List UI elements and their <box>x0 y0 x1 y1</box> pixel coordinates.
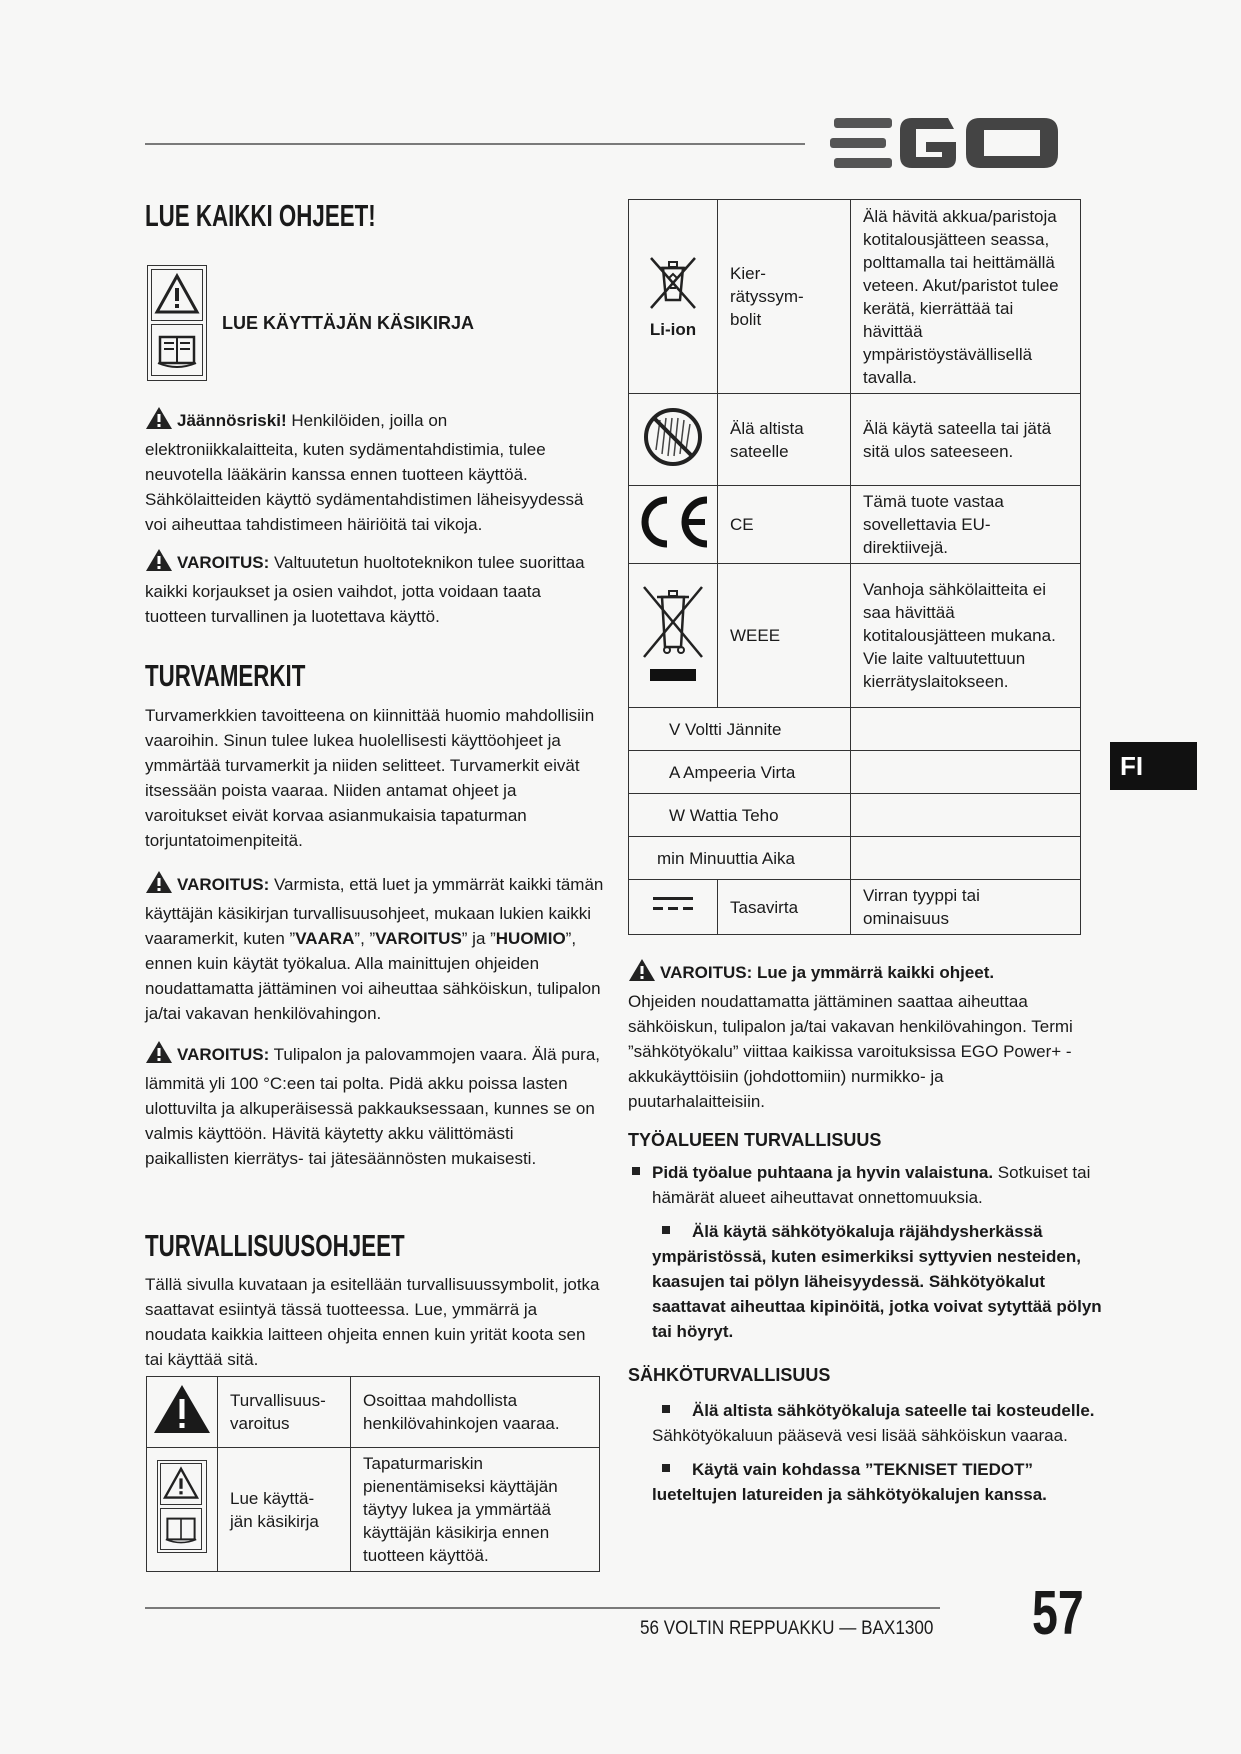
residual-risk-label: Jäännösriski! <box>177 411 287 430</box>
footer-rule <box>145 1607 940 1609</box>
table-row <box>629 708 1081 751</box>
warning-label: VAROITUS: <box>177 553 270 572</box>
table-icon-cell <box>629 394 718 486</box>
warning-triangle-icon <box>628 958 656 989</box>
general-warning <box>628 958 1078 1114</box>
work-area-item-1-bold: Pidä työalue puhtaana ja hyvin valaistuna. <box>652 1163 994 1182</box>
warning-triangle-icon <box>145 1040 173 1071</box>
table-icon-cell <box>629 486 718 564</box>
electrical-heading: SÄHKÖTURVALLISUUS <box>628 1365 831 1385</box>
language-tab-fi <box>1110 742 1197 790</box>
table-icon-cell <box>147 1377 218 1448</box>
table-row <box>629 880 1081 935</box>
table-symbol-name: WEEE <box>718 564 851 708</box>
direct-current-icon <box>651 899 695 918</box>
bullet <box>662 1464 670 1472</box>
warning-read-paragraph <box>145 870 607 1026</box>
warning-triangle-icon <box>145 548 173 579</box>
varoitus-word: VAROITUS <box>375 929 462 948</box>
warning-text: Varmista, että luet ja ymmärrät kaikki tämän käyttäjän käsikirjan turvallisuusohjeet, mukaan lukien kaikki vaaramerkit, kuten ” <box>145 875 604 948</box>
warning-label: VAROITUS: <box>177 1045 270 1064</box>
bullet <box>662 1226 670 1234</box>
left-symbol-table <box>146 1376 600 1572</box>
table-row <box>629 394 1081 486</box>
ego-logo <box>830 112 1085 174</box>
empty-cell <box>851 708 1081 751</box>
work-area-item-2 <box>652 1219 1102 1344</box>
table-symbol-desc: Virran tyyppi tai ominaisuus <box>851 880 1081 935</box>
section-title-turvamerkit: TURVAMERKIT <box>145 658 306 693</box>
turvamerkit-paragraph: Turvamerkkien tavoitteena on kiinnittää huomio mahdollisiin vaaroihin. Sinun tulee lukea huolellisesti käyttöohjeet ja ymmärtää turvamerkit ja niiden selitteet. Turvamerkit eivät itsessään poista vaaraa. Niiden antamat ohjeet ja varoitukset eivät korvaa asianmukaisia tapaturman torjuntatoimenpiteitä. <box>145 706 595 850</box>
table-row <box>629 564 1081 708</box>
vaara-word: VAARA <box>295 929 355 948</box>
warning-bold-text: Lue ja ymmärrä kaikki ohjeet. <box>752 963 995 982</box>
li-ion-label: Li-ion <box>649 320 697 339</box>
table-row <box>629 794 1081 837</box>
unit-cell: min Minuuttia Aika <box>629 837 851 880</box>
header-rule <box>145 143 805 145</box>
table-row <box>629 486 1081 564</box>
unit-cell: A Ampeeria Virta <box>629 751 851 794</box>
unit-cell: V Voltti Jännite <box>629 708 851 751</box>
table-symbol-desc: Tämä tuote vastaa sovellettavia EU-direktiivejä. <box>851 486 1081 564</box>
ce-mark-icon <box>633 535 713 554</box>
footer-product: 56 VOLTIN REPPUAKKU — BAX1300 <box>640 1618 934 1639</box>
table-row <box>629 751 1081 794</box>
table-symbol-name: Turvallisuus- varoitus <box>218 1377 351 1448</box>
table-row <box>629 837 1081 880</box>
language-tab-label: FI <box>1120 750 1144 781</box>
warning-label: VAROITUS: <box>177 875 270 894</box>
table-symbol-name: Älä altista sateelle <box>718 394 851 486</box>
weee-icon <box>638 670 708 689</box>
empty-cell <box>851 751 1081 794</box>
table-symbol-desc: Älä hävitä akkua/paristoja kotitalousjätteen seassa, polttamalla tai heittämällä veteen. Akut/paristot tulee kerätä, kierrättää tai hävittää ympäristöystävällisellä tavalla. <box>851 200 1081 394</box>
unit-cell: W Wattia Teho <box>629 794 851 837</box>
warning-text: Tulipalon ja palovammojen vaara. Älä pura, lämmitä yli 100 °C:een tai polta. Pidä akku poissa lasten ulottuvilta ja alkuperäisessä pakkauksessaan, kunnes se on valmis käyttöön. Hävitä käytetty akku välittömästi paikallisten kierrätys- tai jätesäännösten mukaisesti. <box>145 1045 600 1168</box>
electrical-item-2 <box>652 1457 1102 1507</box>
table-icon-cell <box>629 200 718 394</box>
warning-repairs-paragraph <box>145 548 605 629</box>
warning-triangle-icon <box>145 406 173 437</box>
electrical-item-2-bold: Käytä vain kohdassa ”TEKNISET TIEDOT” lueteltujen latureiden ja sähkötyökalujen kanssa. <box>652 1460 1047 1504</box>
work-area-item-1-text: Sotkuiset tai hämärät alueet aiheuttavat onnettomuuksia. <box>652 1163 1091 1207</box>
electrical-item-1 <box>652 1398 1122 1448</box>
work-area-item-1 <box>632 1160 1117 1210</box>
turvallisuusohjeet-paragraph: Tällä sivulla kuvataan ja esitellään turvallisuussymbolit, jotka saattavat esiintyä tässä tuotteessa. Lue, ymmärrä ja noudata kaikkia laitteen ohjeita ennen kuin yrität koota sen tai käyttää sitä. <box>145 1275 600 1369</box>
no-rain-icon <box>642 453 704 472</box>
section-title-turvallisuusohjeet: TURVALLISUUSOHJEET <box>145 1228 405 1263</box>
warning-text: ” ja ” <box>461 929 496 948</box>
warning-triangle-icon <box>151 269 203 321</box>
right-symbol-table <box>628 199 1081 935</box>
warning-label: VAROITUS: <box>660 963 753 982</box>
electrical-item-1-text: Sähkötyökaluun pääsevä vesi lisää sähköiskun vaaraa. <box>652 1426 1068 1445</box>
table-icon-cell <box>147 1448 218 1572</box>
table-symbol-name: Tasavirta <box>718 880 851 935</box>
warning-fire-paragraph <box>145 1040 600 1171</box>
read-manual-icon <box>157 1460 207 1553</box>
bullet <box>632 1167 640 1175</box>
table-symbol-name: Lue käyttä- jän käsikirja <box>218 1448 351 1572</box>
work-area-heading: TYÖALUEEN TURVALLISUUS <box>628 1130 882 1150</box>
read-manual-label: LUE KÄYTTÄJÄN KÄSIKIRJA <box>222 313 475 333</box>
recycle-li-ion-icon <box>643 297 703 316</box>
table-symbol-desc: Älä käytä sateella tai jätä sitä ulos sateeseen. <box>851 394 1081 486</box>
table-symbol-name: CE <box>718 486 851 564</box>
work-area-item-2-bold: Älä käytä sähkötyökaluja räjähdysherkässä ympäristössä, kuten esimerkiksi syttyvien nesteiden, kaasujen tai pölyn läheisyydessä. Sähkötyökalut saattavat aiheuttaa kipinöitä, jotka voivat sytyttää pölyn tai höyryt. <box>652 1222 1102 1341</box>
table-symbol-desc: Osoittaa mahdollista henkilövahinkojen vaaraa. <box>351 1377 600 1448</box>
warning-triangle-icon <box>151 1422 213 1441</box>
table-row <box>629 200 1081 394</box>
page-title: LUE KAIKKI OHJEET! <box>145 198 376 233</box>
empty-cell <box>851 837 1081 880</box>
warning-text: Valtuutetun huoltoteknikon tulee suorittaa kaikki korjaukset ja osien vaihdot, jotta voidaan taata tuotteen turvallinen ja luotettava käyttö. <box>145 553 585 626</box>
table-symbol-desc: Vanhoja sähkölaitteita ei saa hävittää kotitalousjätteen mukana. Vie laite valtuutettuun kierrätyslaitokseen. <box>851 564 1081 708</box>
empty-cell <box>851 794 1081 837</box>
table-icon-cell <box>629 880 718 935</box>
bullet <box>662 1405 670 1413</box>
page-number: 57 <box>1032 1579 1084 1648</box>
table-symbol-desc: Tapaturmariskin pienentämiseksi käyttäjän täytyy lukea ja ymmärtää käyttäjän käsikirja ennen tuotteen käyttöä. <box>351 1448 600 1572</box>
warning-text: ”, ennen kuin käytät työkalua. Alla mainittujen ohjeiden noudattamatta jättäminen voi aiheuttaa sähköiskun, tulipalon ja/tai vakavan henkilövahingon. <box>145 929 601 1023</box>
electrical-item-1-bold: Älä altista sähkötyökaluja sateelle tai kosteudelle. <box>692 1401 1095 1420</box>
warning-text: ”, ” <box>354 929 376 948</box>
warning-text: Ohjeiden noudattamatta jättäminen saattaa aiheuttaa sähköiskun, tulipalon ja/tai vakavan henkilövahingon. Termi ”sähkötyökalu” viittaa kaikissa varoituksissa EGO Power+ -akkukäyttöisiin (johdottomiin) nurmikko- ja puutarhalaitteisiin. <box>628 992 1073 1111</box>
residual-risk-paragraph <box>145 406 605 537</box>
read-manual-box <box>147 265 207 381</box>
warning-triangle-icon <box>145 870 173 901</box>
table-symbol-name: Kier- rätyssym- bolit <box>718 200 851 394</box>
book-icon <box>151 324 203 376</box>
table-icon-cell <box>629 564 718 708</box>
table-row <box>147 1377 600 1448</box>
huomio-word: HUOMIO <box>495 929 566 948</box>
table-row <box>147 1448 600 1572</box>
residual-risk-text: Henkilöiden, joilla on elektroniikkalaitteita, kuten sydämentahdistimia, tulee neuvotella lääkärin kanssa ennen tuotteen käyttöä. Sähkölaitteiden käyttö sydämentahdistimen läheisyydessä voi aiheuttaa tahdistimeen häiriöitä tai vikoja. <box>145 411 584 534</box>
